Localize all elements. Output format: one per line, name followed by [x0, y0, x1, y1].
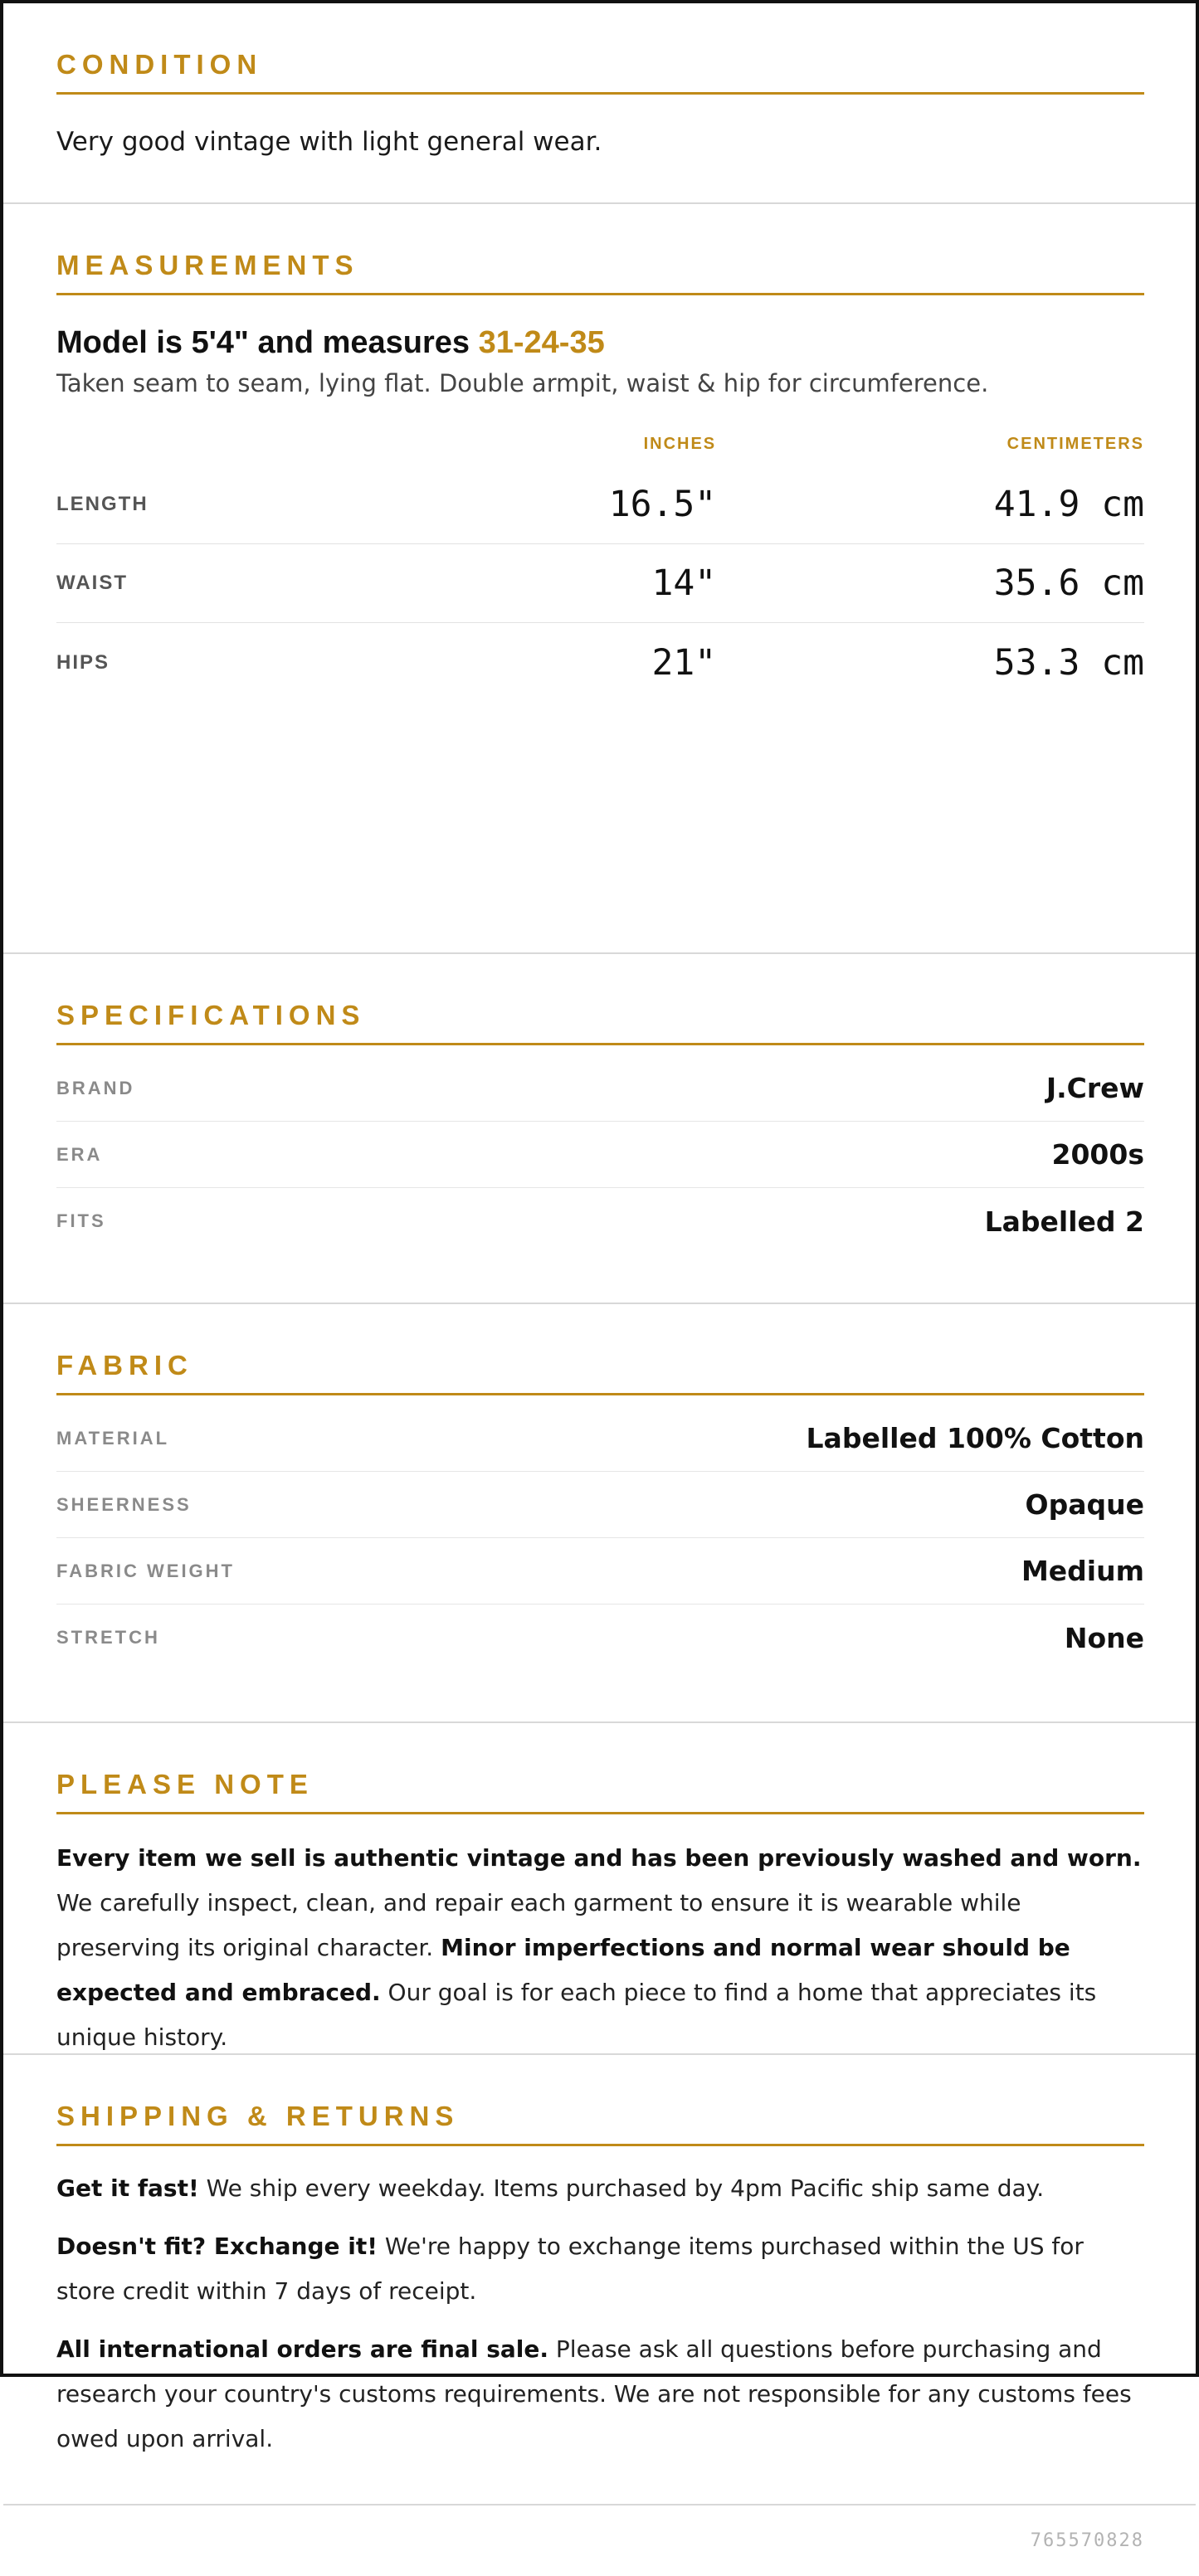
model-figures: 31-24-35 [478, 325, 605, 360]
note-text-2: Our goal is for each piece to find a home that appreciates its unique history. [56, 1979, 1097, 2051]
international-paragraph [56, 2327, 1144, 2462]
shipping-returns-title: SHIPPING & RETURNS [56, 2101, 1144, 2146]
condition-section [3, 3, 1196, 204]
international-bold: All international orders are final sale. [56, 2335, 549, 2363]
measurement-cm: 41.9 cm [993, 484, 1144, 525]
fabric-title: FABRIC [56, 1350, 1144, 1395]
fabric-key: STRETCH [56, 1627, 160, 1648]
fabric-value: Labelled 100% Cotton [806, 1422, 1144, 1454]
fabric-key: MATERIAL [56, 1427, 170, 1449]
measurement-inches: 21" [651, 641, 717, 684]
measurement-label: WAIST [56, 572, 128, 594]
measurement-row-length [56, 465, 1144, 544]
spec-value: J.Crew [1045, 1072, 1144, 1104]
measurements-header-row [56, 422, 1144, 465]
specifications-section [3, 954, 1196, 1304]
measurements-section [3, 204, 1196, 954]
note-bold-2: Minor imperfections and normal wear should be expected and embraced. [56, 1934, 1070, 2006]
spec-value: 2000s [1051, 1138, 1144, 1171]
fabric-row-sheerness [56, 1472, 1144, 1538]
condition-text: Very good vintage with light general wear. [56, 127, 602, 157]
panel-footer [3, 2505, 1196, 2576]
please-note-section [3, 1723, 1196, 2055]
centimeters-column-header: CENTIMETERS [1006, 434, 1144, 453]
fabric-value: Opaque [1025, 1488, 1144, 1521]
measurement-label: LENGTH [56, 493, 149, 515]
fabric-value: Medium [1021, 1555, 1144, 1587]
measurement-inches: 14" [651, 562, 717, 604]
exchange-text: We're happy to exchange items purchased within the US for store credit within 7 days of receipt. [56, 2233, 1084, 2305]
specifications-title: SPECIFICATIONS [56, 1000, 1144, 1045]
fabric-section [3, 1304, 1196, 1723]
model-prefix: Model is 5'4" and measures [56, 325, 479, 360]
shipping-returns-section [3, 2055, 1196, 2505]
shipping-fast-paragraph [56, 2166, 1144, 2211]
measurement-row-waist [56, 544, 1144, 623]
specifications-list [56, 1055, 1144, 1254]
spec-row-brand [56, 1055, 1144, 1122]
spec-value: Labelled 2 [984, 1205, 1144, 1238]
shipping-fast-bold: Get it fast! [56, 2174, 199, 2202]
fabric-row-stretch [56, 1605, 1144, 1671]
spec-key: FITS [56, 1210, 106, 1231]
product-sku: 765570828 [1030, 2530, 1144, 2551]
note-bold-1: Every item we sell is authentic vintage and has been previously washed and worn. [56, 1844, 1142, 1872]
measurements-table [56, 422, 1144, 702]
international-text: Please ask all questions before purchasing and research your country's customs requirements. We are not responsible for any customs fees owed upon arrival. [56, 2335, 1132, 2452]
shipping-fast-text: We ship every weekday. Items purchased by 4pm Pacific ship same day. [198, 2174, 1045, 2202]
exchange-paragraph [56, 2224, 1144, 2314]
fabric-row-material [56, 1405, 1144, 1472]
note-text-1: We carefully inspect, clean, and repair each garment to ensure it is wearable while preserving its original character. [56, 1889, 1021, 1961]
fabric-key: FABRIC WEIGHT [56, 1560, 235, 1581]
measurement-row-hips [56, 623, 1144, 702]
measurement-cm: 35.6 cm [993, 562, 1144, 604]
measurement-inches: 16.5" [608, 484, 717, 525]
measurement-note: Taken seam to seam, lying flat. Double armpit, waist & hip for circumference. [56, 369, 989, 397]
please-note-title: PLEASE NOTE [56, 1769, 1144, 1814]
fabric-row-weight [56, 1538, 1144, 1605]
measurement-label: HIPS [56, 650, 110, 674]
inches-column-header: INCHES [643, 434, 717, 453]
measurements-title: MEASUREMENTS [56, 250, 1144, 295]
condition-title: CONDITION [56, 49, 1144, 95]
spec-key: BRAND [56, 1077, 135, 1098]
exchange-bold: Doesn't fit? Exchange it! [56, 2233, 378, 2260]
fabric-list [56, 1405, 1144, 1671]
fabric-value: None [1064, 1621, 1144, 1654]
please-note-text [56, 1836, 1144, 2060]
fabric-key: SHEERNESS [56, 1493, 192, 1515]
measurement-cm: 53.3 cm [993, 641, 1144, 684]
spec-row-era [56, 1122, 1144, 1188]
spec-row-fits [56, 1188, 1144, 1254]
model-measurements-line [56, 325, 1144, 361]
spec-key: ERA [56, 1143, 103, 1165]
